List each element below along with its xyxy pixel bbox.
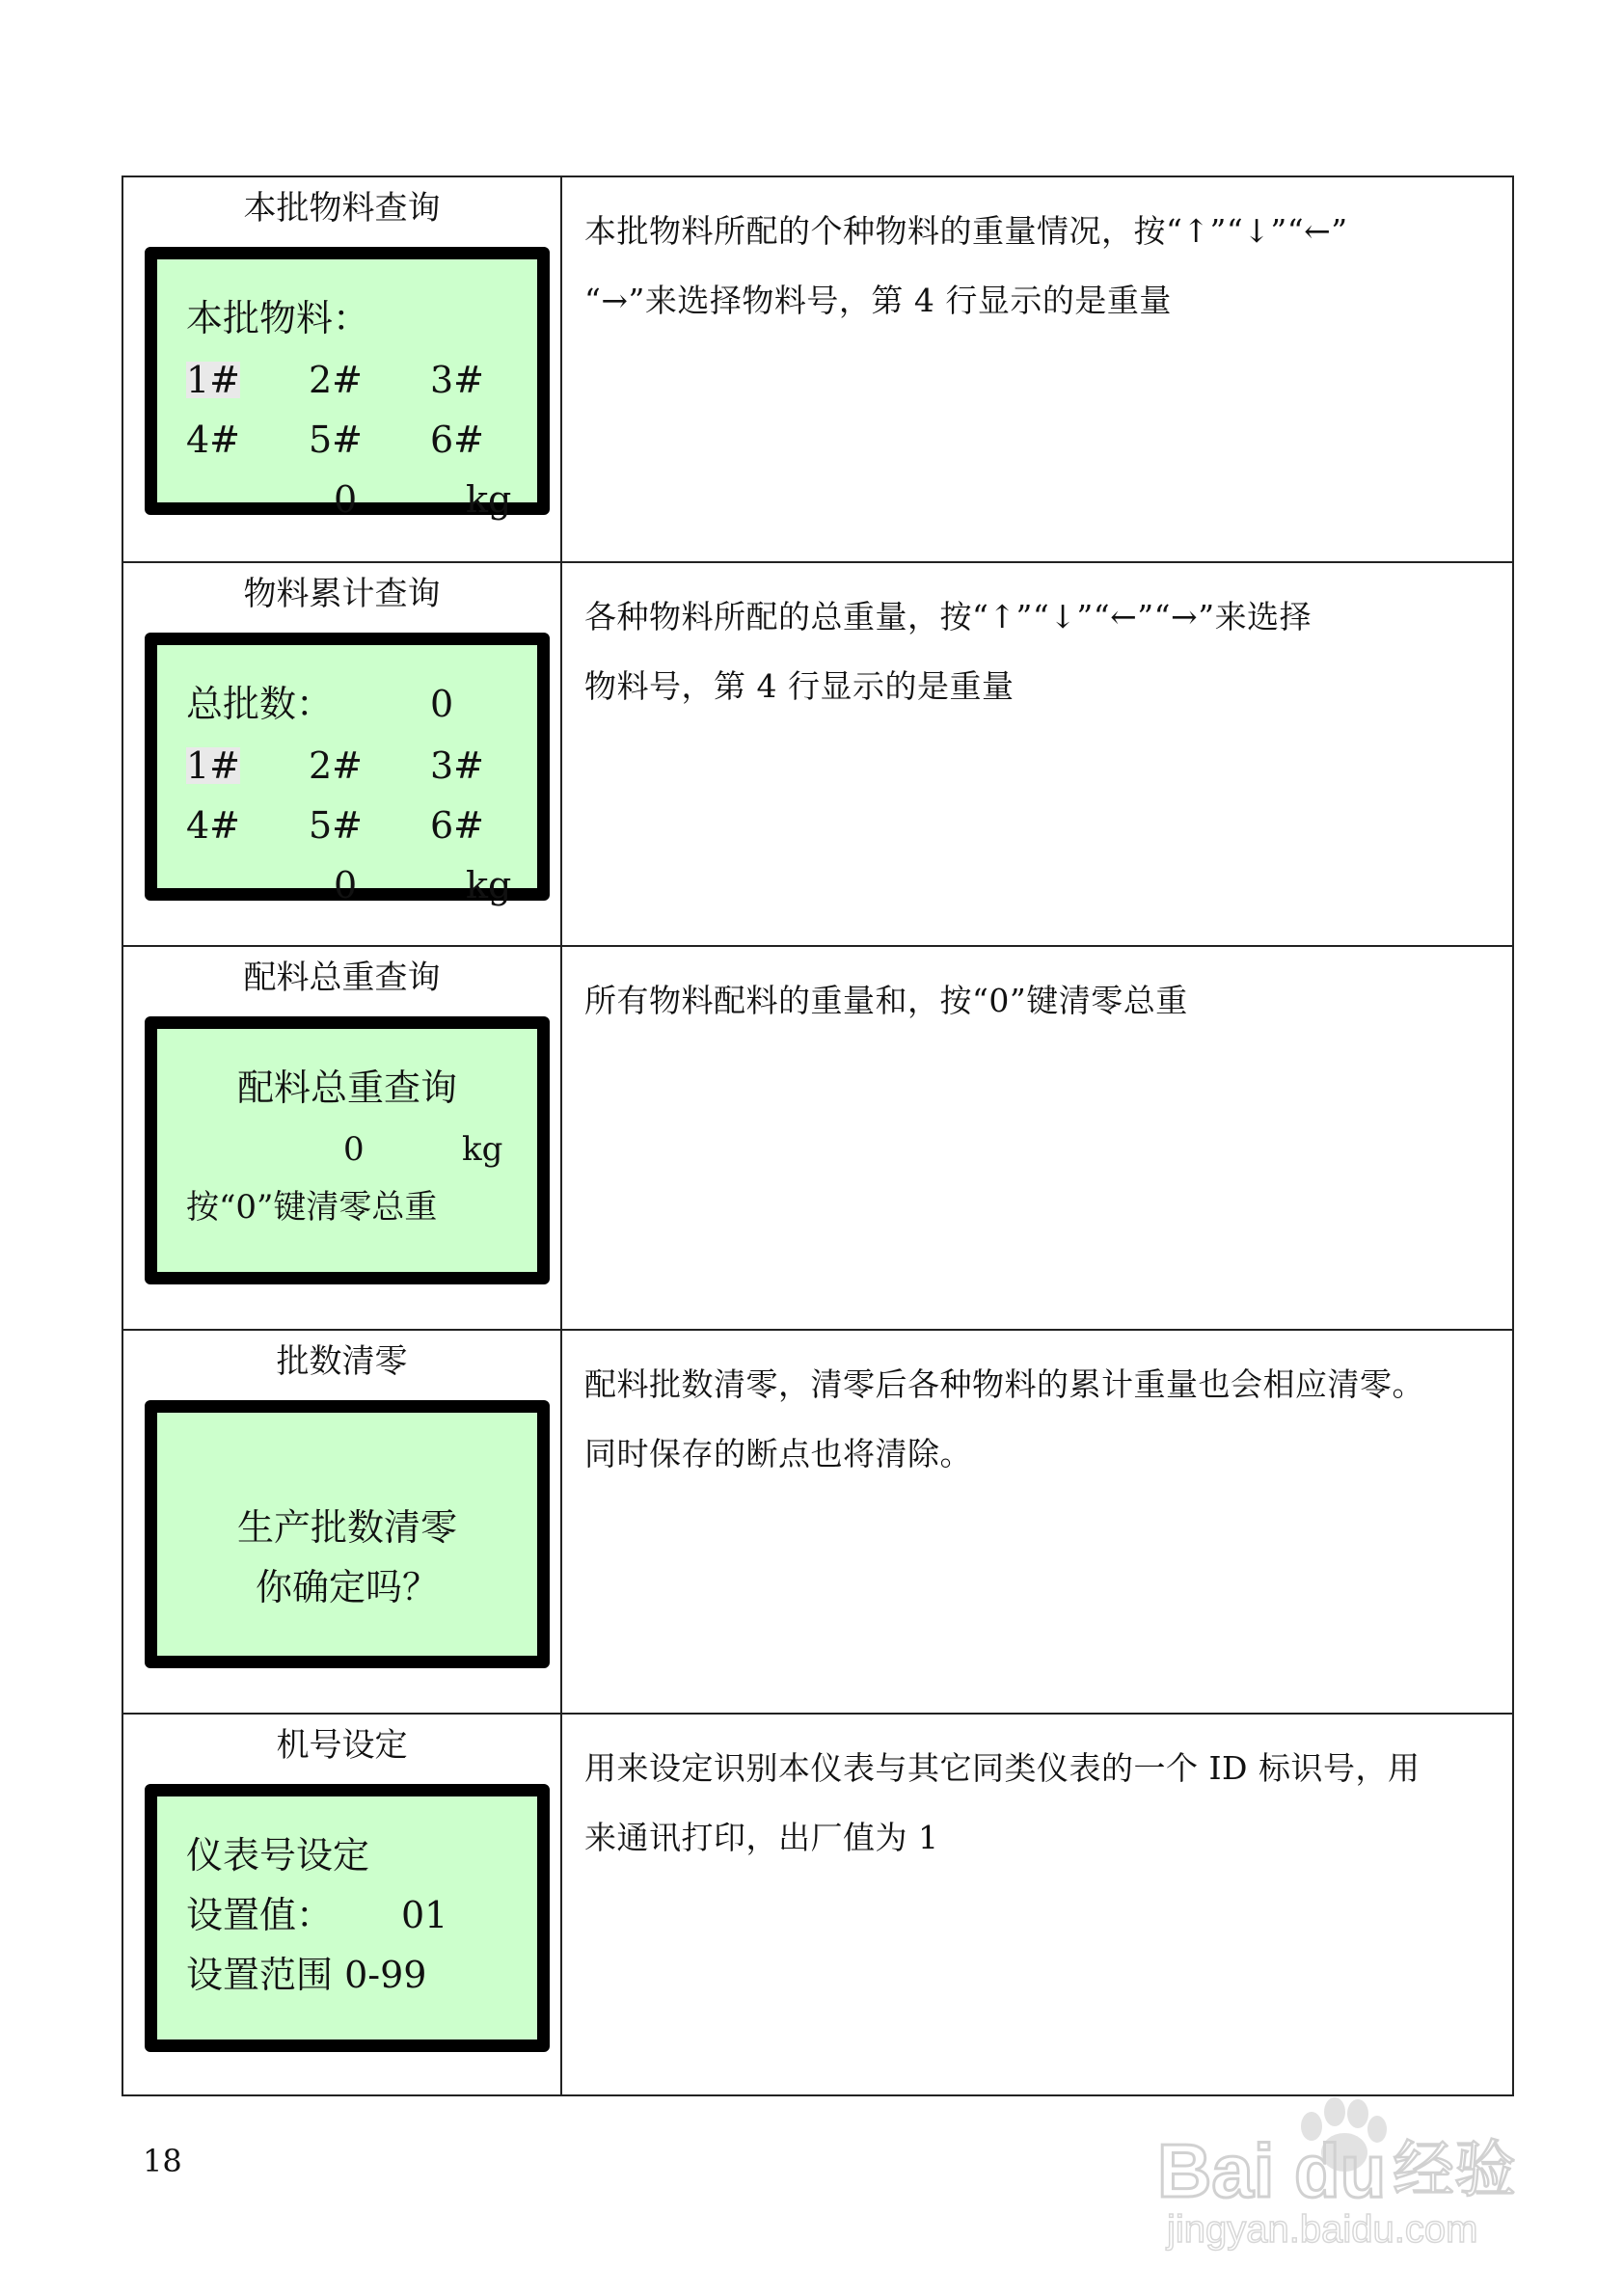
lcd-item: 1# — [186, 359, 241, 401]
lcd-unit: kg — [466, 478, 512, 521]
desc-line: 物料号，第 4 行显示的是重量 — [584, 667, 1015, 705]
lcd-screen — [145, 1016, 550, 1284]
row-description — [584, 197, 1491, 336]
lcd-line: 你确定吗？ — [255, 1566, 439, 1608]
left-cell — [123, 563, 562, 945]
row-caption: 机号设定 — [276, 1726, 408, 1765]
lcd-hint: 按“0”键清零总重 — [186, 1188, 438, 1227]
row-caption: 批数清零 — [276, 1342, 408, 1381]
lcd-value: 0 — [343, 1130, 365, 1169]
lcd-item: 3# — [430, 359, 485, 401]
table-row — [123, 561, 1512, 945]
desc-line: 来通讯打印，出厂值为 1 — [584, 1819, 939, 1856]
lcd-screen — [145, 1400, 550, 1668]
desc-line: 配料批数清零，清零后各种物料的累计重量也会相应清零。 — [584, 1365, 1424, 1403]
watermark-brand: Bai — [1157, 2128, 1275, 2213]
watermark — [1157, 2073, 1562, 2256]
row-description — [584, 966, 1491, 1036]
watermark-url: jingyan.baidu.com — [1167, 2208, 1478, 2251]
lcd-item: 2# — [309, 359, 364, 401]
lcd-item: 3# — [430, 744, 485, 787]
lcd-item: 1# — [186, 744, 241, 787]
lcd-value: 0 — [334, 478, 358, 521]
lcd-line: 仪表号设定 — [186, 1834, 370, 1877]
row-caption: 物料累计查询 — [243, 575, 441, 613]
lcd-item: 6# — [430, 419, 485, 461]
desc-line: 同时保存的断点也将清除。 — [584, 1435, 972, 1472]
lcd-value: 0 — [334, 864, 358, 906]
watermark-brand2: du — [1294, 2128, 1387, 2213]
table-row — [123, 945, 1512, 1329]
watermark-logo — [1157, 2073, 1562, 2256]
row-caption: 本批物料查询 — [243, 189, 441, 228]
lcd-unit: kg — [462, 1130, 503, 1169]
lcd-value: 01 — [401, 1894, 448, 1936]
table-row — [123, 1329, 1512, 1713]
table-row — [123, 177, 1512, 561]
lcd-count: 0 — [430, 683, 454, 725]
lcd-label: 设置值： — [186, 1894, 334, 1936]
desc-line: 所有物料配料的重量和，按“0”键清零总重 — [584, 982, 1188, 1019]
desc-line: “→”来选择物料号，第 4 行显示的是重量 — [584, 282, 1172, 319]
lcd-item: 5# — [309, 804, 364, 847]
lcd-screen — [145, 1784, 550, 2052]
row-caption: 配料总重查询 — [243, 959, 441, 997]
lcd-title: 配料总重查询 — [236, 1067, 457, 1109]
desc-line: 本批物料所配的个种物料的重量情况，按“↑”“↓”“←” — [584, 212, 1348, 250]
left-cell — [123, 947, 562, 1329]
manual-table — [122, 176, 1514, 2096]
lcd-screen — [145, 247, 550, 521]
row-description — [584, 1350, 1491, 1489]
desc-line: 各种物料所配的总重量，按“↑”“↓”“←”“→”来选择 — [584, 598, 1313, 635]
table-row — [123, 1713, 1512, 2094]
left-cell — [123, 1331, 562, 1713]
row-description — [584, 1734, 1491, 1873]
lcd-screen — [145, 633, 550, 906]
lcd-item: 6# — [430, 804, 485, 847]
lcd-unit: kg — [466, 864, 512, 906]
lcd-line: 本批物料： — [186, 297, 370, 339]
desc-line: 用来设定识别本仪表与其它同类仪表的一个 ID 标识号，用 — [584, 1749, 1421, 1787]
watermark-cn: 经验 — [1393, 2135, 1516, 2206]
lcd-line: 生产批数清零 — [236, 1506, 457, 1549]
lcd-item: 4# — [186, 419, 241, 461]
lcd-label: 总批数： — [186, 683, 334, 725]
lcd-item: 2# — [309, 744, 364, 787]
row-description — [584, 582, 1491, 721]
left-cell — [123, 177, 562, 561]
lcd-line: 设置范围 0-99 — [186, 1954, 427, 1996]
page-number: 18 — [143, 2143, 182, 2179]
lcd-item: 5# — [309, 419, 364, 461]
left-cell — [123, 1715, 562, 2094]
lcd-item: 4# — [186, 804, 241, 847]
